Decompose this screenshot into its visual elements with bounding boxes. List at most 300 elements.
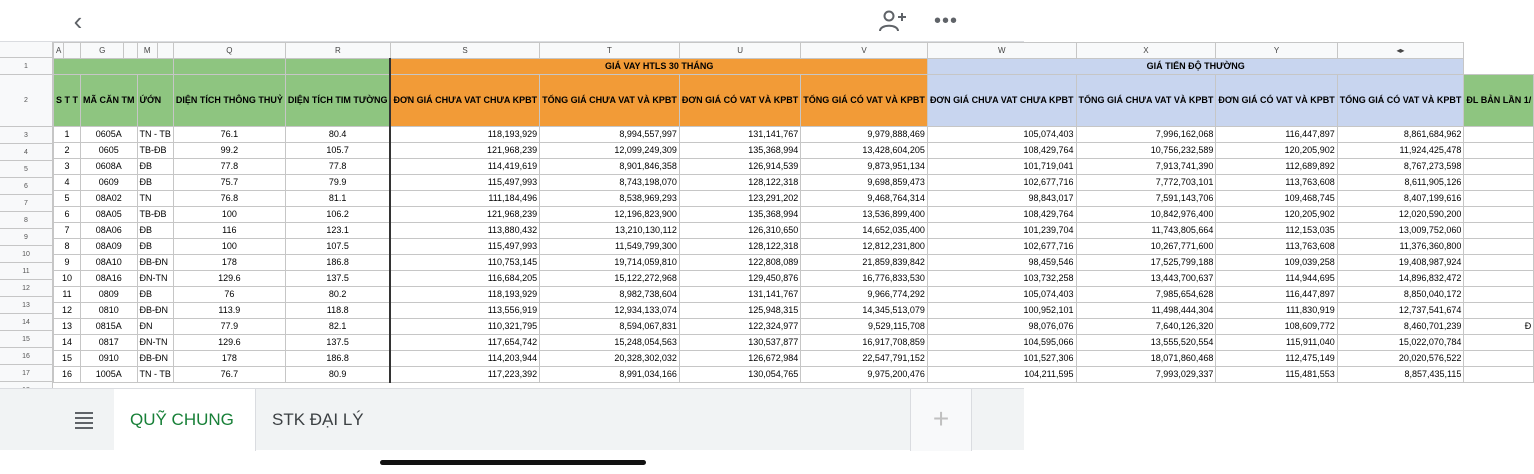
- cell[interactable]: 76.1: [173, 127, 285, 143]
- cell[interactable]: 116,447,897: [1216, 127, 1337, 143]
- cell[interactable]: TN: [137, 191, 173, 207]
- cell[interactable]: 11,549,799,300: [540, 239, 680, 255]
- cell[interactable]: 118.8: [285, 303, 390, 319]
- table-row: [54, 303, 1534, 319]
- tab-quy-chung[interactable]: QUỸ CHUNG: [114, 389, 256, 451]
- cell[interactable]: 7,913,741,390: [1076, 159, 1216, 175]
- cell[interactable]: 112,689,892: [1216, 159, 1337, 175]
- header-cell[interactable]: TỔNG GIÁ CÓ VAT VÀ KPBT: [801, 75, 928, 127]
- cell[interactable]: 129.6: [173, 271, 285, 287]
- header-cell[interactable]: TỔNG GIÁ CÓ VAT VÀ KPBT: [1337, 75, 1464, 127]
- cell[interactable]: 11,743,805,664: [1076, 223, 1216, 239]
- cell[interactable]: 7,985,654,628: [1076, 287, 1216, 303]
- cell[interactable]: 106.2: [285, 207, 390, 223]
- cell[interactable]: 12,812,231,800: [801, 239, 928, 255]
- cell[interactable]: 12,934,133,074: [540, 303, 680, 319]
- cell[interactable]: 12,020,590,200: [1337, 207, 1464, 223]
- cell[interactable]: [173, 59, 285, 75]
- cell[interactable]: 115,497,993: [390, 175, 539, 191]
- top-toolbar: [0, 0, 1024, 42]
- cell[interactable]: 8,611,905,126: [1337, 175, 1464, 191]
- cell[interactable]: 08A09: [81, 239, 138, 255]
- row-number[interactable]: 16: [0, 348, 52, 365]
- cell[interactable]: 22,547,791,152: [801, 351, 928, 367]
- cell[interactable]: TN - TB: [137, 367, 173, 383]
- cell[interactable]: 108,609,772: [1216, 319, 1337, 335]
- table-row: [54, 127, 1534, 143]
- cell[interactable]: 8,460,701,239: [1337, 319, 1464, 335]
- cell[interactable]: 111,184,496: [390, 191, 539, 207]
- cell[interactable]: 107.5: [285, 239, 390, 255]
- cell[interactable]: 14,345,513,079: [801, 303, 928, 319]
- cell[interactable]: 13,536,899,400: [801, 207, 928, 223]
- cell[interactable]: 101,239,704: [927, 223, 1076, 239]
- cell[interactable]: Đ: [1464, 319, 1534, 335]
- cell[interactable]: 116,684,205: [390, 271, 539, 287]
- cell[interactable]: 130,054,765: [679, 367, 800, 383]
- cell[interactable]: 1005A: [81, 367, 138, 383]
- cell[interactable]: ĐB-ĐN: [137, 351, 173, 367]
- cell[interactable]: 10,267,771,600: [1076, 239, 1216, 255]
- table-row: [54, 335, 1534, 351]
- cell[interactable]: 186.8: [285, 255, 390, 271]
- cell[interactable]: 15: [54, 351, 81, 367]
- table-row: [54, 143, 1534, 159]
- cell[interactable]: 12,099,249,309: [540, 143, 680, 159]
- cell[interactable]: [285, 59, 390, 75]
- back-chevron-left-icon[interactable]: ‹: [73, 6, 83, 36]
- cell[interactable]: 108,429,764: [927, 143, 1076, 159]
- cell[interactable]: 8,407,199,616: [1337, 191, 1464, 207]
- table-row: [54, 287, 1534, 303]
- column-header[interactable]: [157, 43, 173, 59]
- cell[interactable]: 8,991,034,166: [540, 367, 680, 383]
- cell[interactable]: TB-ĐB: [137, 143, 173, 159]
- tab-stk-dai-ly[interactable]: STK ĐẠI LÝ: [272, 410, 364, 429]
- cell[interactable]: 128,122,318: [679, 239, 800, 255]
- row-number[interactable]: 13: [0, 297, 52, 314]
- cell[interactable]: 9,979,888,469: [801, 127, 928, 143]
- cell[interactable]: 0809: [81, 287, 138, 303]
- cell[interactable]: 178: [173, 255, 285, 271]
- cell[interactable]: 114,419,619: [390, 159, 539, 175]
- cell[interactable]: 100: [173, 207, 285, 223]
- header-cell[interactable]: ĐL BẢN LẦN 1/: [1464, 75, 1534, 127]
- cell[interactable]: 4: [54, 175, 81, 191]
- cell[interactable]: 113,763,608: [1216, 175, 1337, 191]
- cell[interactable]: [1464, 367, 1534, 383]
- cell[interactable]: 7,591,143,706: [1076, 191, 1216, 207]
- cell[interactable]: 0817: [81, 335, 138, 351]
- person-add-icon[interactable]: [878, 9, 908, 33]
- column-header[interactable]: Y: [1216, 43, 1337, 59]
- cell[interactable]: 9,468,764,314: [801, 191, 928, 207]
- header-cell[interactable]: S T T: [54, 75, 81, 127]
- cell[interactable]: 11,498,444,304: [1076, 303, 1216, 319]
- cell[interactable]: ĐB: [137, 287, 173, 303]
- cell[interactable]: [1464, 191, 1534, 207]
- cell[interactable]: 15,022,070,784: [1337, 335, 1464, 351]
- cell[interactable]: 14: [54, 335, 81, 351]
- cell[interactable]: ĐB: [137, 223, 173, 239]
- row-number[interactable]: 3: [0, 127, 52, 144]
- cell[interactable]: 08A05: [81, 207, 138, 223]
- cell[interactable]: [1464, 127, 1534, 143]
- header-cell[interactable]: ĐƠN GIÁ CÓ VAT VÀ KPBT: [1216, 75, 1337, 127]
- column-header[interactable]: Q: [173, 43, 285, 59]
- column-header[interactable]: V: [801, 43, 928, 59]
- table-row: [54, 271, 1534, 287]
- spreadsheet-grid[interactable]: [0, 42, 1532, 388]
- cell[interactable]: 12,737,541,674: [1337, 303, 1464, 319]
- cell[interactable]: [1464, 143, 1534, 159]
- row-number[interactable]: 14: [0, 314, 52, 331]
- more-options-icon[interactable]: •••: [933, 10, 958, 32]
- cell[interactable]: 77.8: [173, 159, 285, 175]
- cell[interactable]: 121,968,239: [390, 207, 539, 223]
- cell[interactable]: 0910: [81, 351, 138, 367]
- column-header[interactable]: T: [540, 43, 680, 59]
- cell[interactable]: [1464, 175, 1534, 191]
- cell[interactable]: ĐN-TN: [137, 335, 173, 351]
- cell[interactable]: 0605: [81, 143, 138, 159]
- column-header[interactable]: R: [285, 43, 390, 59]
- group-header-tien-do[interactable]: GIÁ TIẾN ĐỘ THƯỜNG: [927, 59, 1463, 75]
- cell[interactable]: 114,944,695: [1216, 271, 1337, 287]
- cell[interactable]: 116: [173, 223, 285, 239]
- column-header[interactable]: ◂▸: [1337, 43, 1464, 59]
- cell[interactable]: 76: [173, 287, 285, 303]
- menu-icon[interactable]: [58, 389, 110, 451]
- cell[interactable]: 19,714,059,810: [540, 255, 680, 271]
- cell[interactable]: 98,459,546: [927, 255, 1076, 271]
- cell[interactable]: 17,525,799,188: [1076, 255, 1216, 271]
- cell[interactable]: 10,756,232,589: [1076, 143, 1216, 159]
- cell[interactable]: 117,223,392: [390, 367, 539, 383]
- cell[interactable]: 2: [54, 143, 81, 159]
- header-cell[interactable]: ĐƠN GIÁ CHƯA VAT CHƯA KPBT: [927, 75, 1076, 127]
- cell[interactable]: 131,141,767: [679, 287, 800, 303]
- cell[interactable]: 120,205,902: [1216, 143, 1337, 159]
- column-header[interactable]: S: [390, 43, 539, 59]
- cell[interactable]: ĐB-ĐN: [137, 303, 173, 319]
- row-number[interactable]: 4: [0, 144, 52, 161]
- cell[interactable]: 98,076,076: [927, 319, 1076, 335]
- cell[interactable]: 13,428,604,205: [801, 143, 928, 159]
- cell[interactable]: 10,842,976,400: [1076, 207, 1216, 223]
- cell[interactable]: 8,850,040,172: [1337, 287, 1464, 303]
- cell[interactable]: 80.2: [285, 287, 390, 303]
- cell[interactable]: 129,450,876: [679, 271, 800, 287]
- cell[interactable]: 14,896,832,472: [1337, 271, 1464, 287]
- cell[interactable]: 16,917,708,859: [801, 335, 928, 351]
- cell[interactable]: 08A06: [81, 223, 138, 239]
- cell[interactable]: 08A16: [81, 271, 138, 287]
- cell[interactable]: 8,982,738,604: [540, 287, 680, 303]
- column-header[interactable]: X: [1076, 43, 1216, 59]
- cell[interactable]: 80.9: [285, 367, 390, 383]
- cell[interactable]: 13,443,700,637: [1076, 271, 1216, 287]
- cell[interactable]: 115,497,993: [390, 239, 539, 255]
- cell[interactable]: 102,677,716: [927, 175, 1076, 191]
- cell[interactable]: 7: [54, 223, 81, 239]
- cell[interactable]: 0608A: [81, 159, 138, 175]
- cell[interactable]: 113,763,608: [1216, 239, 1337, 255]
- cell[interactable]: 82.1: [285, 319, 390, 335]
- column-header[interactable]: [124, 43, 137, 59]
- cell[interactable]: 76.7: [173, 367, 285, 383]
- header-cell[interactable]: TỔNG GIÁ CHƯA VAT VÀ KPBT: [1076, 75, 1216, 127]
- cell[interactable]: 18,071,860,468: [1076, 351, 1216, 367]
- cell[interactable]: 8,743,198,070: [540, 175, 680, 191]
- cell[interactable]: 9,529,115,708: [801, 319, 928, 335]
- cell[interactable]: 9,966,774,292: [801, 287, 928, 303]
- cell[interactable]: 105,074,403: [927, 127, 1076, 143]
- cell[interactable]: 115,911,040: [1216, 335, 1337, 351]
- cell[interactable]: 9,975,200,476: [801, 367, 928, 383]
- cell[interactable]: 113.9: [173, 303, 285, 319]
- cell[interactable]: 0810: [81, 303, 138, 319]
- cell[interactable]: 7,993,029,337: [1076, 367, 1216, 383]
- cell[interactable]: [1464, 159, 1534, 175]
- cell[interactable]: 0815A: [81, 319, 138, 335]
- cell[interactable]: 100,952,101: [927, 303, 1076, 319]
- cell[interactable]: 131,141,767: [679, 127, 800, 143]
- column-header[interactable]: W: [927, 43, 1076, 59]
- cell[interactable]: 109,039,258: [1216, 255, 1337, 271]
- cell[interactable]: [1464, 207, 1534, 223]
- cell[interactable]: 137.5: [285, 271, 390, 287]
- cell[interactable]: 178: [173, 351, 285, 367]
- header-cell[interactable]: ỨỚN: [137, 75, 173, 127]
- cell[interactable]: 8,994,557,997: [540, 127, 680, 143]
- cell[interactable]: 109,468,745: [1216, 191, 1337, 207]
- cell[interactable]: [1464, 287, 1534, 303]
- cell[interactable]: [1464, 303, 1534, 319]
- column-header[interactable]: M: [137, 43, 157, 59]
- cell[interactable]: 101,527,306: [927, 351, 1076, 367]
- cell[interactable]: 11,924,425,478: [1337, 143, 1464, 159]
- cell[interactable]: 9,698,859,473: [801, 175, 928, 191]
- cell[interactable]: 75.7: [173, 175, 285, 191]
- cell[interactable]: 8,594,067,831: [540, 319, 680, 335]
- cell[interactable]: 8,767,273,598: [1337, 159, 1464, 175]
- cell[interactable]: 116,447,897: [1216, 287, 1337, 303]
- cell[interactable]: 15,248,054,563: [540, 335, 680, 351]
- cell[interactable]: 117,654,742: [390, 335, 539, 351]
- cell[interactable]: 113,880,432: [390, 223, 539, 239]
- cell[interactable]: 12,196,823,900: [540, 207, 680, 223]
- cell[interactable]: [1464, 351, 1534, 367]
- cell[interactable]: 186.8: [285, 351, 390, 367]
- cell[interactable]: 108,429,764: [927, 207, 1076, 223]
- cell[interactable]: 13: [54, 319, 81, 335]
- row-number[interactable]: 7: [0, 195, 52, 212]
- cell[interactable]: [1464, 335, 1534, 351]
- row-number[interactable]: 1: [0, 58, 52, 75]
- cell[interactable]: 110,753,145: [390, 255, 539, 271]
- cell[interactable]: 103,732,258: [927, 271, 1076, 287]
- cell[interactable]: 105,074,403: [927, 287, 1076, 303]
- cell[interactable]: 137.5: [285, 335, 390, 351]
- cell[interactable]: 12: [54, 303, 81, 319]
- cell[interactable]: 128,122,318: [679, 175, 800, 191]
- cell[interactable]: 118,193,929: [390, 287, 539, 303]
- cell[interactable]: 20,328,302,032: [540, 351, 680, 367]
- cell[interactable]: TN - TB: [137, 127, 173, 143]
- cell[interactable]: 7,772,703,101: [1076, 175, 1216, 191]
- cell[interactable]: 77.8: [285, 159, 390, 175]
- cell[interactable]: 7,996,162,068: [1076, 127, 1216, 143]
- cell[interactable]: 3: [54, 159, 81, 175]
- cell[interactable]: 111,830,919: [1216, 303, 1337, 319]
- cell[interactable]: ĐB: [137, 175, 173, 191]
- cell[interactable]: ĐN-TN: [137, 271, 173, 287]
- row-number-column: [0, 42, 53, 388]
- row-number[interactable]: 5: [0, 161, 52, 178]
- cell[interactable]: [54, 59, 174, 75]
- cell[interactable]: 126,672,984: [679, 351, 800, 367]
- cell[interactable]: [1464, 239, 1534, 255]
- column-header[interactable]: [64, 43, 81, 59]
- cell[interactable]: ĐB-ĐN: [137, 255, 173, 271]
- cell[interactable]: 16: [54, 367, 81, 383]
- cell[interactable]: 129.6: [173, 335, 285, 351]
- header-cell[interactable]: TỔNG GIÁ CHƯA VAT VÀ KPBT: [540, 75, 680, 127]
- cell[interactable]: 5: [54, 191, 81, 207]
- cell[interactable]: 11: [54, 287, 81, 303]
- cell[interactable]: 19,408,987,924: [1337, 255, 1464, 271]
- cell[interactable]: 8,861,684,962: [1337, 127, 1464, 143]
- cell[interactable]: 104,211,595: [927, 367, 1076, 383]
- group-header-vay[interactable]: GIÁ VAY HTLS 30 THÁNG: [390, 59, 927, 75]
- cell[interactable]: 0605A: [81, 127, 138, 143]
- cell[interactable]: 113,556,919: [390, 303, 539, 319]
- cell[interactable]: 6: [54, 207, 81, 223]
- cell[interactable]: 10: [54, 271, 81, 287]
- cell[interactable]: 115,481,553: [1216, 367, 1337, 383]
- table-row: [54, 319, 1534, 335]
- row-number[interactable]: 9: [0, 229, 52, 246]
- cell[interactable]: 118,193,929: [390, 127, 539, 143]
- cell[interactable]: ĐN: [137, 319, 173, 335]
- cell[interactable]: 135,368,994: [679, 207, 800, 223]
- cell[interactable]: 9,873,951,134: [801, 159, 928, 175]
- cell[interactable]: 8,538,969,293: [540, 191, 680, 207]
- row-number[interactable]: 10: [0, 246, 52, 263]
- cell[interactable]: 15,122,272,968: [540, 271, 680, 287]
- cell[interactable]: 126,914,539: [679, 159, 800, 175]
- sheet-tabs-bar: [0, 388, 1024, 450]
- cell[interactable]: ĐB: [137, 239, 173, 255]
- row-number[interactable]: 12: [0, 280, 52, 297]
- cell[interactable]: 104,595,066: [927, 335, 1076, 351]
- row-number[interactable]: 15: [0, 331, 52, 348]
- cell[interactable]: 8,901,846,358: [540, 159, 680, 175]
- cell[interactable]: 112,153,035: [1216, 223, 1337, 239]
- column-header[interactable]: G: [81, 43, 124, 59]
- cell[interactable]: 105.7: [285, 143, 390, 159]
- cell[interactable]: 8: [54, 239, 81, 255]
- cell[interactable]: 101,719,041: [927, 159, 1076, 175]
- cell[interactable]: 130,537,877: [679, 335, 800, 351]
- cell[interactable]: 79.9: [285, 175, 390, 191]
- header-cell[interactable]: ĐƠN GIÁ CÓ VAT VÀ KPBT: [679, 75, 800, 127]
- header-cell[interactable]: MÃ CĂN TM: [81, 75, 138, 127]
- cell[interactable]: 125,948,315: [679, 303, 800, 319]
- row-number[interactable]: 11: [0, 263, 52, 280]
- cell[interactable]: TB-ĐB: [137, 207, 173, 223]
- cell[interactable]: 16,776,833,530: [801, 271, 928, 287]
- table-row: [54, 207, 1534, 223]
- cell[interactable]: 114,203,944: [390, 351, 539, 367]
- cell[interactable]: 13,555,520,554: [1076, 335, 1216, 351]
- cell[interactable]: 11,376,360,800: [1337, 239, 1464, 255]
- cell[interactable]: 112,475,149: [1216, 351, 1337, 367]
- row-number[interactable]: 6: [0, 178, 52, 195]
- cell[interactable]: [1464, 271, 1534, 287]
- row-number[interactable]: 2: [0, 75, 52, 127]
- cell[interactable]: 08A02: [81, 191, 138, 207]
- cell[interactable]: 126,310,650: [679, 223, 800, 239]
- cell[interactable]: 110,321,795: [390, 319, 539, 335]
- header-cell[interactable]: ĐƠN GIÁ CHƯA VAT CHƯA KPBT: [390, 75, 539, 127]
- column-header[interactable]: U: [679, 43, 800, 59]
- cell[interactable]: 21,859,839,842: [801, 255, 928, 271]
- cell[interactable]: 102,677,716: [927, 239, 1076, 255]
- cell[interactable]: 100: [173, 239, 285, 255]
- cell[interactable]: 98,843,017: [927, 191, 1076, 207]
- header-cell[interactable]: DIỆN TÍCH TIM TƯỜNG: [285, 75, 390, 127]
- cell[interactable]: 121,968,239: [390, 143, 539, 159]
- cell[interactable]: 13,009,752,060: [1337, 223, 1464, 239]
- cell[interactable]: 76.8: [173, 191, 285, 207]
- cell[interactable]: 135,368,994: [679, 143, 800, 159]
- cell[interactable]: 08A10: [81, 255, 138, 271]
- table-row: [54, 191, 1534, 207]
- cell[interactable]: 1: [54, 127, 81, 143]
- cell[interactable]: 99.2: [173, 143, 285, 159]
- add-sheet-icon[interactable]: +: [910, 389, 972, 451]
- cell[interactable]: 13,210,130,112: [540, 223, 680, 239]
- cell[interactable]: 123.1: [285, 223, 390, 239]
- cell[interactable]: [1464, 223, 1534, 239]
- cell[interactable]: 120,205,902: [1216, 207, 1337, 223]
- row-number[interactable]: 8: [0, 212, 52, 229]
- cell[interactable]: 0609: [81, 175, 138, 191]
- cell[interactable]: 77.9: [173, 319, 285, 335]
- cell[interactable]: 9: [54, 255, 81, 271]
- table-row: [54, 255, 1534, 271]
- cell[interactable]: 122,808,089: [679, 255, 800, 271]
- cell[interactable]: 122,324,977: [679, 319, 800, 335]
- column-header[interactable]: A: [54, 43, 64, 59]
- cell[interactable]: 14,652,035,400: [801, 223, 928, 239]
- cell[interactable]: 80.4: [285, 127, 390, 143]
- table-row: [54, 351, 1534, 367]
- cell[interactable]: 8,857,435,115: [1337, 367, 1464, 383]
- row-number[interactable]: 17: [0, 365, 52, 382]
- table-row: [54, 367, 1534, 383]
- cell[interactable]: 20,020,576,522: [1337, 351, 1464, 367]
- cell[interactable]: 7,640,126,320: [1076, 319, 1216, 335]
- cell[interactable]: ĐB: [137, 159, 173, 175]
- header-cell[interactable]: DIỆN TÍCH THÔNG THUỶ: [173, 75, 285, 127]
- table-row: [54, 159, 1534, 175]
- cell[interactable]: 81.1: [285, 191, 390, 207]
- cell[interactable]: [1464, 255, 1534, 271]
- cell[interactable]: 123,291,202: [679, 191, 800, 207]
